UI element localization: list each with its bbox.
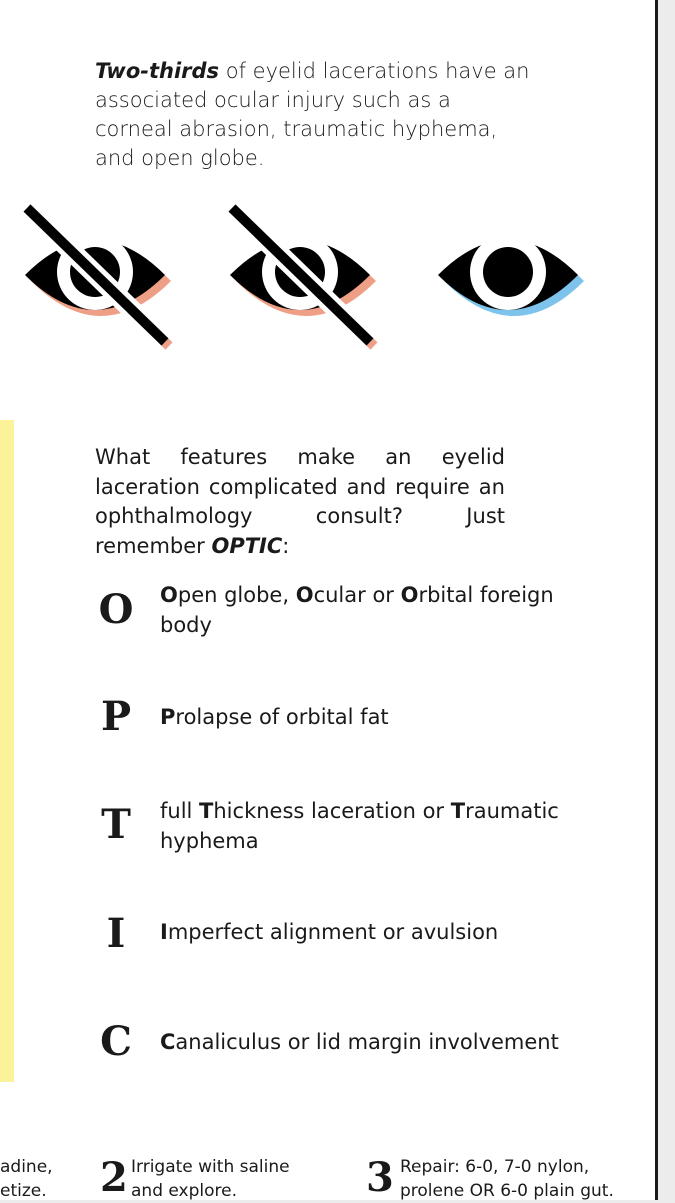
step3-text: Repair: 6-0, 7-0 nylon, prolene OR 6-0 plain gut. bbox=[400, 1157, 614, 1201]
item-fragment: pen globe, bbox=[177, 583, 296, 607]
step2-text: Irrigate with saline and explore. bbox=[131, 1157, 290, 1201]
optic-item-text bbox=[160, 918, 590, 948]
optic-letter: C bbox=[100, 1018, 132, 1065]
optic-item-text bbox=[160, 703, 590, 733]
optic-letter: P bbox=[100, 693, 132, 740]
sidebar-highlight bbox=[0, 420, 14, 1082]
item-fragment: rolapse of orbital fat bbox=[175, 705, 389, 729]
cap-letter: O bbox=[400, 583, 419, 607]
question-colon: : bbox=[282, 533, 290, 558]
item-fragment: cular or bbox=[313, 583, 401, 607]
eye-slash-icon bbox=[220, 200, 390, 360]
cap-letter: P bbox=[160, 705, 176, 729]
intro-paragraph bbox=[95, 57, 535, 173]
optic-mnemonic: OPTIC bbox=[211, 533, 283, 558]
step1-fragment: adine, etize. bbox=[0, 1157, 53, 1201]
intro-emphasis: Two-thirds bbox=[95, 59, 220, 83]
intro-text: of eyelid lacerations have an associated ocular injury such as a corneal abrasion, traumatic hyphema, and open globe. bbox=[95, 59, 530, 170]
item-fragment: analiculus or lid margin involvement bbox=[175, 1030, 559, 1054]
item-fragment: rbital foreign body bbox=[160, 583, 554, 637]
optic-item-text bbox=[160, 581, 590, 640]
cap-letter: I bbox=[160, 920, 168, 944]
eye-icons-row bbox=[0, 200, 655, 360]
eye-slash-icon bbox=[15, 200, 185, 360]
question-text: What features make an eyelid laceration complicated and require an ophthalmology consult? Just remember bbox=[95, 445, 505, 558]
eye-icon bbox=[428, 200, 598, 360]
optic-item-text bbox=[160, 1028, 590, 1058]
step2-number: 2 bbox=[100, 1154, 128, 1201]
step3-number: 3 bbox=[366, 1154, 394, 1201]
optic-letter: T bbox=[101, 801, 131, 848]
item-fragment: raumatic hyphema bbox=[160, 799, 559, 853]
repair-steps-strip bbox=[0, 1150, 655, 1200]
cap-letter: T bbox=[450, 799, 466, 823]
optic-letter: O bbox=[98, 586, 134, 633]
item-fragment: full bbox=[160, 799, 200, 823]
item-fragment: mperfect alignment or avulsion bbox=[167, 920, 499, 944]
optic-question bbox=[95, 443, 505, 561]
optic-item-text bbox=[160, 797, 590, 856]
cap-letter: O bbox=[295, 583, 314, 607]
cap-letter: O bbox=[160, 583, 178, 607]
optic-letter: I bbox=[106, 910, 126, 957]
cap-letter: C bbox=[160, 1030, 176, 1054]
item-fragment: hickness laceration or bbox=[213, 799, 451, 823]
cap-letter: T bbox=[199, 799, 214, 823]
